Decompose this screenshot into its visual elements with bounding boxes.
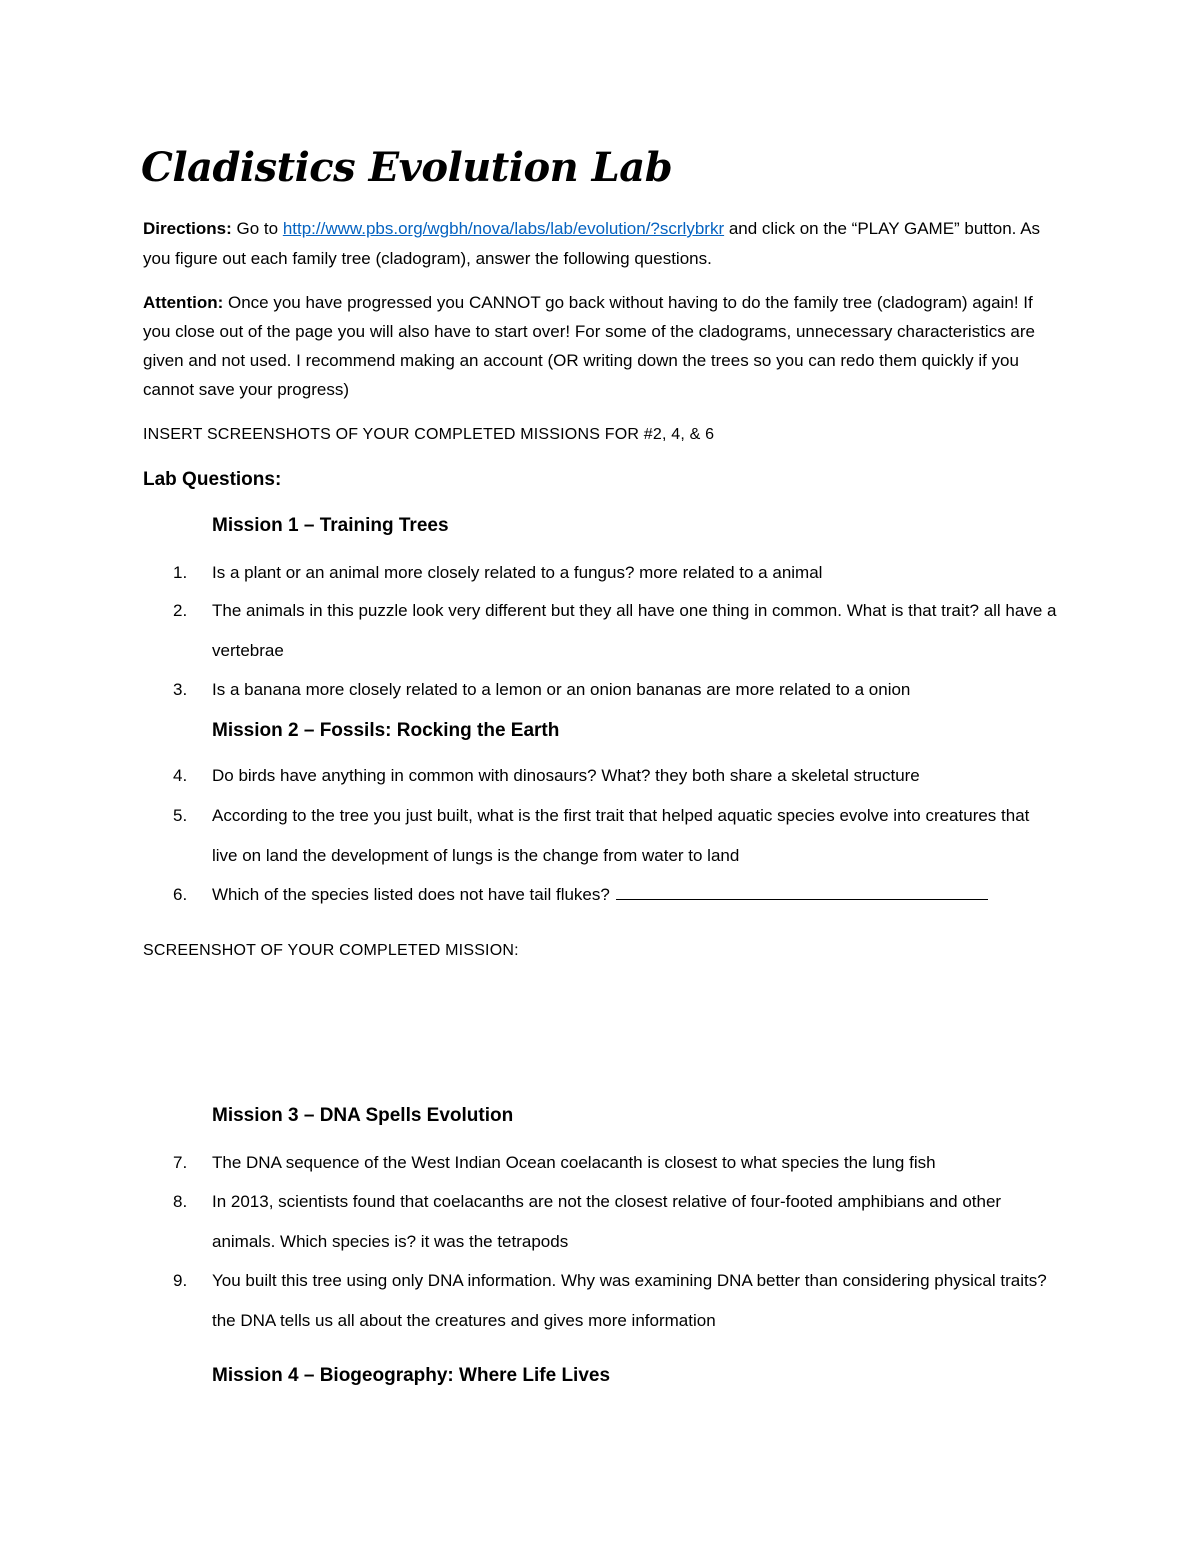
question-number: 4. bbox=[173, 766, 188, 785]
question-8 bbox=[143, 1182, 1058, 1261]
question-1 bbox=[143, 553, 1058, 593]
question-number: 7. bbox=[173, 1153, 188, 1172]
question-text: Which of the species listed does not have tail flukes? bbox=[212, 885, 610, 904]
question-text: Is a plant or an animal more closely related to a fungus? more related to a animal bbox=[212, 563, 823, 582]
mission-2-heading: Mission 2 – Fossils: Rocking the Earth bbox=[212, 720, 560, 741]
question-number: 3. bbox=[173, 680, 188, 699]
question-number: 1. bbox=[173, 563, 188, 582]
attention-text: Once you have progressed you CANNOT go back without having to do the family tree (cladogram) again! If you close out of the page you will also have to start over! For some of the cladograms, unnecessary characteristics are given and not used. I recommend making an account (OR writing down the trees so you can redo them quickly if you cannot save your progress) bbox=[143, 293, 1035, 399]
mission-3-heading: Mission 3 – DNA Spells Evolution bbox=[212, 1105, 514, 1126]
question-5 bbox=[143, 796, 1058, 875]
question-number: 2. bbox=[173, 601, 188, 620]
question-text: You built this tree using only DNA information. Why was examining DNA better than considering physical traits? the DNA tells us all about the creatures and gives more information bbox=[212, 1271, 1047, 1330]
question-text: According to the tree you just built, what is the first trait that helped aquatic species evolve into creatures that live on land the development of lungs is the change from water to land bbox=[212, 806, 1030, 865]
question-text: The DNA sequence of the West Indian Ocean coelacanth is closest to what species the lung fish bbox=[212, 1153, 936, 1172]
question-9 bbox=[143, 1261, 1058, 1340]
question-4 bbox=[143, 756, 1058, 796]
directions-paragraph bbox=[143, 214, 1058, 274]
directions-text-before: Go to bbox=[231, 219, 283, 238]
mission-4-heading: Mission 4 – Biogeography: Where Life Lives bbox=[212, 1365, 611, 1386]
mission-1-heading: Mission 1 – Training Trees bbox=[212, 515, 449, 536]
question-text: In 2013, scientists found that coelacanths are not the closest relative of four-footed amphibians and other animals. Which species is? it was the tetrapods bbox=[212, 1192, 1002, 1251]
question-text: Do birds have anything in common with dinosaurs? What? they both share a skeletal structure bbox=[212, 766, 920, 785]
question-number: 6. bbox=[173, 885, 188, 904]
attention-paragraph bbox=[143, 288, 1058, 404]
attention-label: Attention: bbox=[143, 293, 224, 312]
question-text: Is a banana more closely related to a lemon or an onion bananas are more related to a onion bbox=[212, 680, 911, 699]
question-number: 9. bbox=[173, 1271, 188, 1290]
question-number: 8. bbox=[173, 1192, 188, 1211]
screenshot-note: SCREENSHOT OF YOUR COMPLETED MISSION: bbox=[143, 942, 519, 959]
question-7 bbox=[143, 1143, 1058, 1183]
question-text-with-blank bbox=[212, 875, 1058, 915]
directions-label: Directions: bbox=[143, 219, 232, 238]
question-text: The animals in this puzzle look very different but they all have one thing in common. What is that trait? all have a vertebrae bbox=[212, 601, 1057, 660]
game-link[interactable]: http://www.pbs.org/wgbh/nova/labs/lab/evolution/?scrlybrkr bbox=[282, 219, 725, 238]
lab-questions-heading: Lab Questions: bbox=[143, 469, 282, 490]
question-3 bbox=[143, 670, 1058, 710]
question-number: 5. bbox=[173, 806, 188, 825]
page-title: Cladistics Evolution Lab bbox=[141, 144, 673, 191]
question-6 bbox=[143, 875, 1058, 915]
directions-text-after: and click on the “PLAY GAME” button. As you figure out each family tree (cladogram), answer the following questions. bbox=[143, 219, 1041, 268]
question-2 bbox=[143, 591, 1058, 670]
answer-blank-line[interactable] bbox=[616, 877, 988, 900]
insert-screenshots-note: INSERT SCREENSHOTS OF YOUR COMPLETED MISSIONS FOR #2, 4, & 6 bbox=[143, 426, 715, 443]
